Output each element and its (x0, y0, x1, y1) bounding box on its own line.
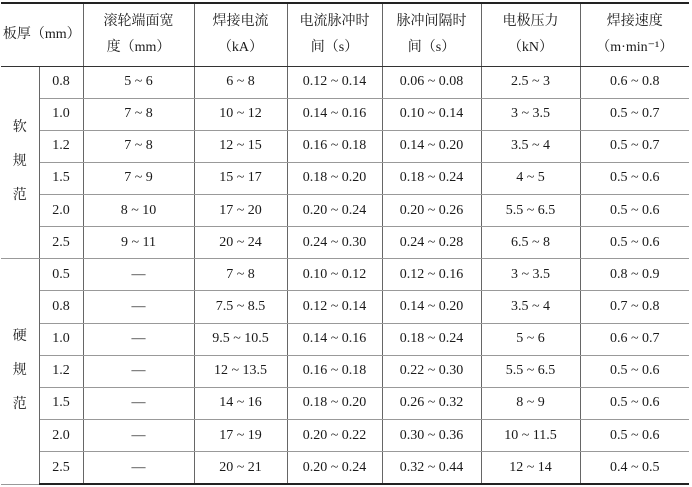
table-row (1, 130, 689, 162)
table-cell: 15 ~ 17 (194, 162, 287, 194)
table-cell: 0.24 ~ 0.30 (287, 227, 382, 259)
table-cell: 0.6 ~ 0.7 (580, 323, 689, 355)
table-cell: 0.6 ~ 0.8 (580, 66, 689, 98)
table-cell: 0.18 ~ 0.24 (382, 323, 481, 355)
table-row (1, 355, 689, 387)
column-header-3: 电流脉冲时 间（s） (287, 3, 382, 66)
table-cell: 0.24 ~ 0.28 (382, 227, 481, 259)
table-cell: 9.5 ~ 10.5 (194, 323, 287, 355)
table-cell: 1.0 (39, 98, 83, 130)
table-cell: — (83, 355, 194, 387)
table-cell: 8 ~ 9 (481, 387, 580, 419)
table-row (1, 227, 689, 259)
table-row (1, 195, 689, 227)
table-cell: 0.26 ~ 0.32 (382, 387, 481, 419)
table-cell: 17 ~ 20 (194, 195, 287, 227)
table-cell: 0.5 ~ 0.6 (580, 195, 689, 227)
table-cell: 0.30 ~ 0.36 (382, 420, 481, 452)
group-label-char: 硬 (12, 329, 27, 345)
table-cell: 0.5 ~ 0.7 (580, 98, 689, 130)
table-cell: 20 ~ 24 (194, 227, 287, 259)
table-cell: 1.0 (39, 323, 83, 355)
table-cell: — (83, 452, 194, 484)
table-cell: 12 ~ 14 (481, 452, 580, 484)
table-cell: 0.5 ~ 0.6 (580, 420, 689, 452)
column-header-5: 电极压力 （kN） (481, 3, 580, 66)
table-cell: 0.20 ~ 0.26 (382, 195, 481, 227)
column-header-2: 焊接电流 （kA） (194, 3, 287, 66)
table-cell: 10 ~ 11.5 (481, 420, 580, 452)
table-cell: — (83, 323, 194, 355)
table-cell: 7 ~ 9 (83, 162, 194, 194)
table-cell: 0.4 ~ 0.5 (580, 452, 689, 484)
table-cell: 0.22 ~ 0.30 (382, 355, 481, 387)
table-cell: 20 ~ 21 (194, 452, 287, 484)
table-cell: — (83, 387, 194, 419)
table-cell: 3.5 ~ 4 (481, 130, 580, 162)
table-cell: 0.12 ~ 0.14 (287, 291, 382, 323)
table-cell: 17 ~ 19 (194, 420, 287, 452)
table-cell: 3 ~ 3.5 (481, 259, 580, 291)
table-row (1, 259, 689, 291)
group-label-char: 规 (12, 154, 27, 170)
table-cell: 1.5 (39, 162, 83, 194)
welding-parameters-table (1, 2, 689, 485)
table-cell: 7 ~ 8 (194, 259, 287, 291)
table-row (1, 323, 689, 355)
table-cell: 0.18 ~ 0.20 (287, 387, 382, 419)
table-cell: 2.5 (39, 227, 83, 259)
table-cell: 0.18 ~ 0.24 (382, 162, 481, 194)
table-cell: 2.0 (39, 420, 83, 452)
table-cell: 0.18 ~ 0.20 (287, 162, 382, 194)
table-cell: 14 ~ 16 (194, 387, 287, 419)
table-cell: 0.5 ~ 0.6 (580, 227, 689, 259)
table-row (1, 98, 689, 130)
table-row (1, 162, 689, 194)
column-header-4: 脉冲间隔时 间（s） (382, 3, 481, 66)
table-cell: 10 ~ 12 (194, 98, 287, 130)
table-cell: 12 ~ 15 (194, 130, 287, 162)
table-cell: 5.5 ~ 6.5 (481, 195, 580, 227)
table-cell: 0.10 ~ 0.14 (382, 98, 481, 130)
table-cell: 1.2 (39, 130, 83, 162)
table-cell: 12 ~ 13.5 (194, 355, 287, 387)
table-cell: 0.32 ~ 0.44 (382, 452, 481, 484)
table-cell: 0.14 ~ 0.16 (287, 323, 382, 355)
table-cell: 2.0 (39, 195, 83, 227)
table-cell: — (83, 420, 194, 452)
table-cell: 5 ~ 6 (83, 66, 194, 98)
group-label-char: 范 (12, 397, 27, 413)
table-cell: 2.5 (39, 452, 83, 484)
table-cell: 0.8 (39, 66, 83, 98)
table-cell: 1.5 (39, 387, 83, 419)
table-cell: 1.2 (39, 355, 83, 387)
table-cell: 0.5 ~ 0.7 (580, 130, 689, 162)
table-cell: 0.20 ~ 0.24 (287, 452, 382, 484)
table-cell: 0.20 ~ 0.24 (287, 195, 382, 227)
group-label-char: 范 (12, 188, 27, 204)
table-row (1, 387, 689, 419)
column-header-6: 焊接速度 （m·min⁻¹） (580, 3, 689, 66)
table-cell: 0.5 (39, 259, 83, 291)
table-cell: 6.5 ~ 8 (481, 227, 580, 259)
table-cell: — (83, 291, 194, 323)
table-cell: 7 ~ 8 (83, 130, 194, 162)
table-row (1, 452, 689, 484)
table-cell: 0.8 ~ 0.9 (580, 259, 689, 291)
table-cell: 8 ~ 10 (83, 195, 194, 227)
table-cell: 7 ~ 8 (83, 98, 194, 130)
table-cell: 6 ~ 8 (194, 66, 287, 98)
group-label-char: 软 (12, 120, 27, 136)
column-header-1: 滚轮端面宽 度（mm） (83, 3, 194, 66)
column-header-0: 板厚（mm） (1, 3, 83, 66)
table-cell: 7.5 ~ 8.5 (194, 291, 287, 323)
table-cell: 0.10 ~ 0.12 (287, 259, 382, 291)
group-label (1, 259, 39, 484)
table-cell: 0.14 ~ 0.16 (287, 98, 382, 130)
table-cell: 9 ~ 11 (83, 227, 194, 259)
group-label (1, 66, 39, 259)
table-cell: 0.12 ~ 0.14 (287, 66, 382, 98)
table-cell: 4 ~ 5 (481, 162, 580, 194)
table-cell: 2.5 ~ 3 (481, 66, 580, 98)
table-cell: 0.14 ~ 0.20 (382, 291, 481, 323)
table-body (1, 66, 689, 484)
table-cell: 0.16 ~ 0.18 (287, 355, 382, 387)
header-row (1, 3, 689, 66)
table-cell: 0.7 ~ 0.8 (580, 291, 689, 323)
table-cell: 0.5 ~ 0.6 (580, 355, 689, 387)
table-row (1, 420, 689, 452)
table-cell: 0.06 ~ 0.08 (382, 66, 481, 98)
table-cell: 0.20 ~ 0.22 (287, 420, 382, 452)
group-label-char: 规 (12, 363, 27, 379)
table-cell: 3.5 ~ 4 (481, 291, 580, 323)
table-cell: 5 ~ 6 (481, 323, 580, 355)
table-cell: 0.5 ~ 0.6 (580, 162, 689, 194)
table-cell: 0.5 ~ 0.6 (580, 387, 689, 419)
table-row (1, 66, 689, 98)
table-cell: 0.14 ~ 0.20 (382, 130, 481, 162)
table-cell: 3 ~ 3.5 (481, 98, 580, 130)
table-cell: 5.5 ~ 6.5 (481, 355, 580, 387)
table-cell: 0.16 ~ 0.18 (287, 130, 382, 162)
table-cell: 0.8 (39, 291, 83, 323)
table-cell: 0.12 ~ 0.16 (382, 259, 481, 291)
table-row (1, 291, 689, 323)
table-cell: — (83, 259, 194, 291)
